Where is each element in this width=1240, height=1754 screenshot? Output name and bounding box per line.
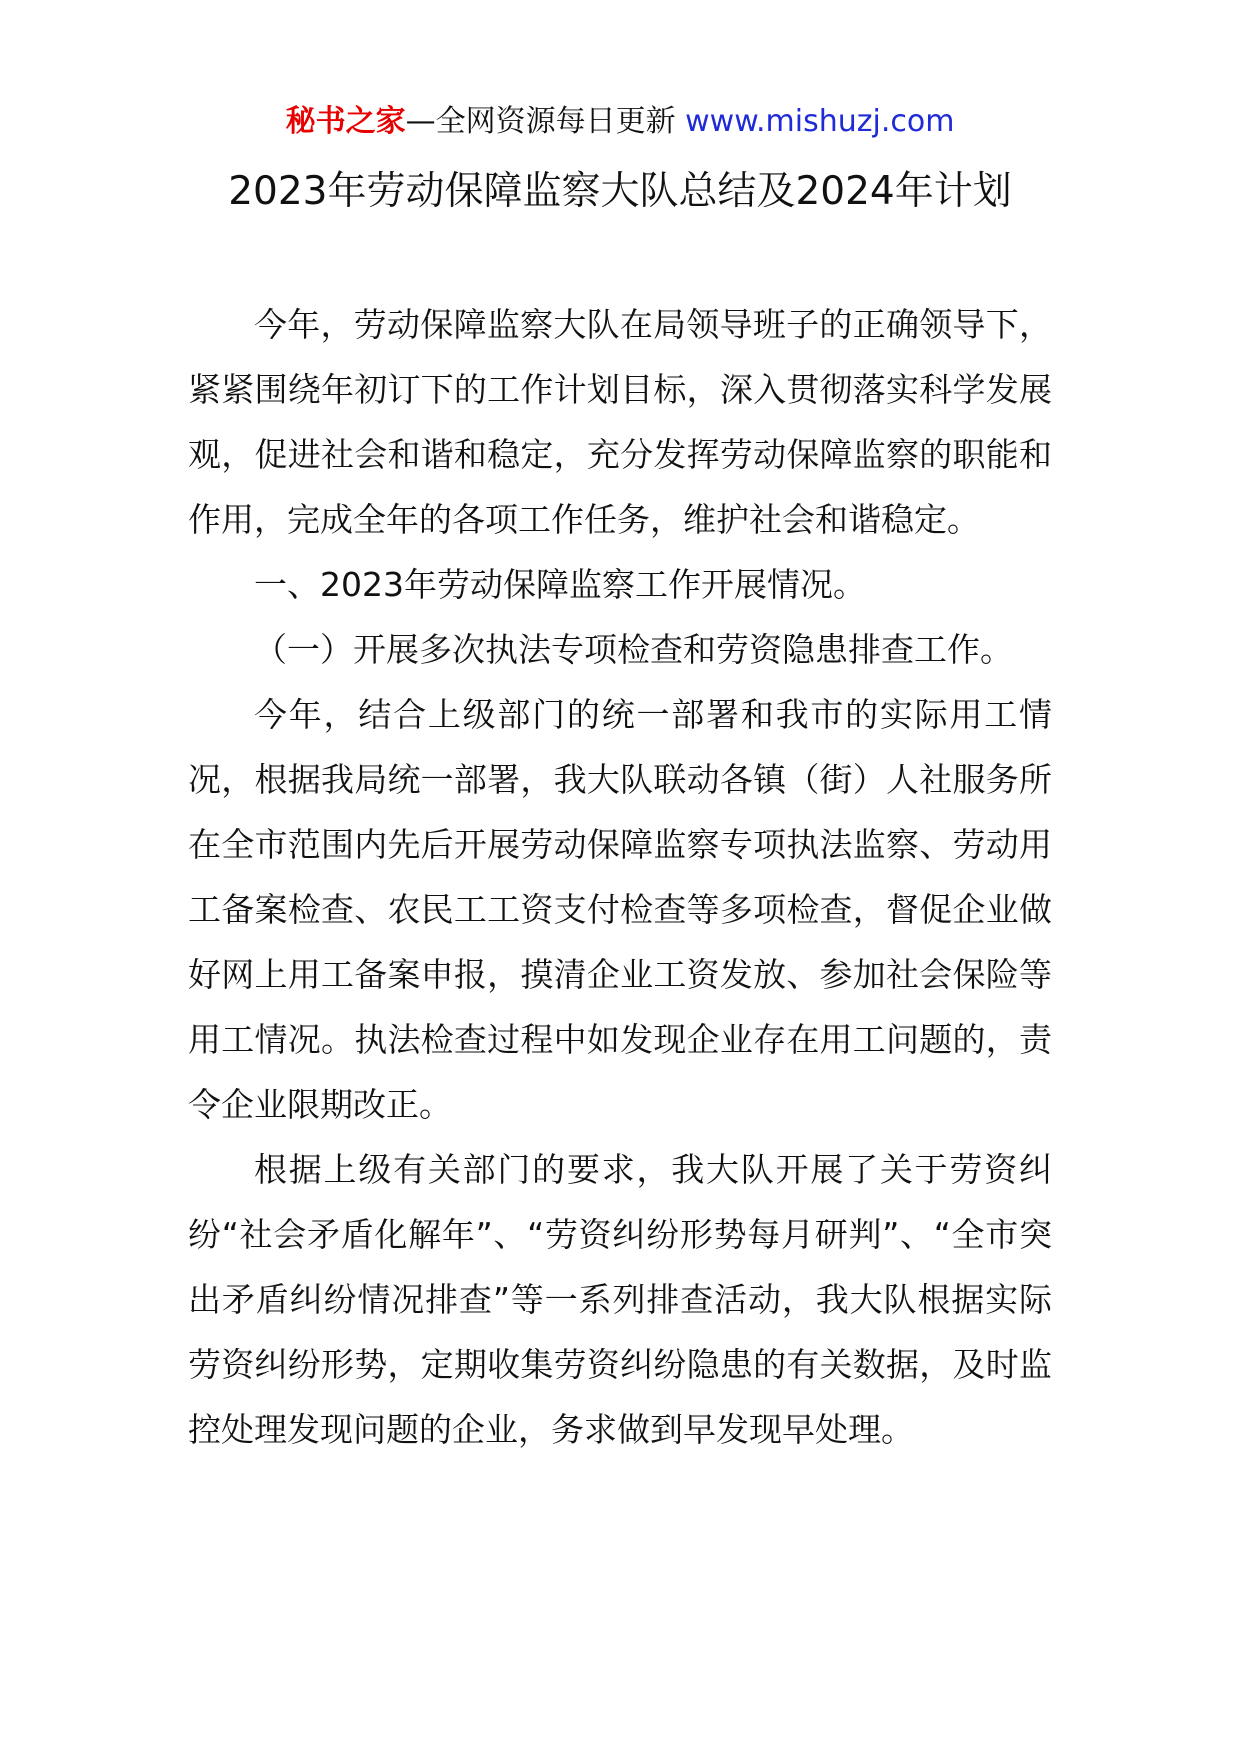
site-tagline: —全网资源每日更新 <box>405 104 686 139</box>
site-url-link[interactable]: www.mishuzj.com <box>685 104 955 139</box>
site-header <box>0 100 1240 144</box>
subsection-heading-1: （一）开展多次执法专项检查和劳资隐患排查工作。 <box>254 630 1013 669</box>
site-brand: 秘书之家 <box>285 104 406 139</box>
paragraph-inspections: 今年，结合上级部门的统一部署和我市的实际用工情况，根据我局统一部署，我大队联动各镇（街）人社服务所在全市范围内先后开展劳动保障监察专项执法监察、劳动用工备案检查、农民工工资支付检查等多项检查，督促企业做好网上用工备案申报，摸清企业工资发放、参加社会保险等用工情况。执法检查过程中如发现企业存在用工问题的，责令企业限期改正。 <box>188 695 1052 1124</box>
paragraph-disputes: 根据上级有关部门的要求，我大队开展了关于劳资纠纷“社会矛盾化解年”、“劳资纠纷形势每月研判”、“全市突出矛盾纠纷情况排查”等一系列排查活动，我大队根据实际劳资纠纷形势，定期收集劳资纠纷隐患的有关数据，及时监控处理发现问题的企业，务求做到早发现早处理。 <box>188 1150 1052 1449</box>
document-title: 2023年劳动保障监察大队总结及2024年计划 <box>228 169 1012 214</box>
section-heading-1: 一、2023年劳动保障监察工作开展情况。 <box>254 565 866 604</box>
document-body <box>188 292 1052 1462</box>
paragraph-intro: 今年，劳动保障监察大队在局领导班子的正确领导下，紧紧围绕年初订下的工作计划目标，深入贯彻落实科学发展观，促进社会和谐和稳定，充分发挥劳动保障监察的职能和作用，完成全年的各项工作任务，维护社会和谐稳定。 <box>188 305 1052 539</box>
